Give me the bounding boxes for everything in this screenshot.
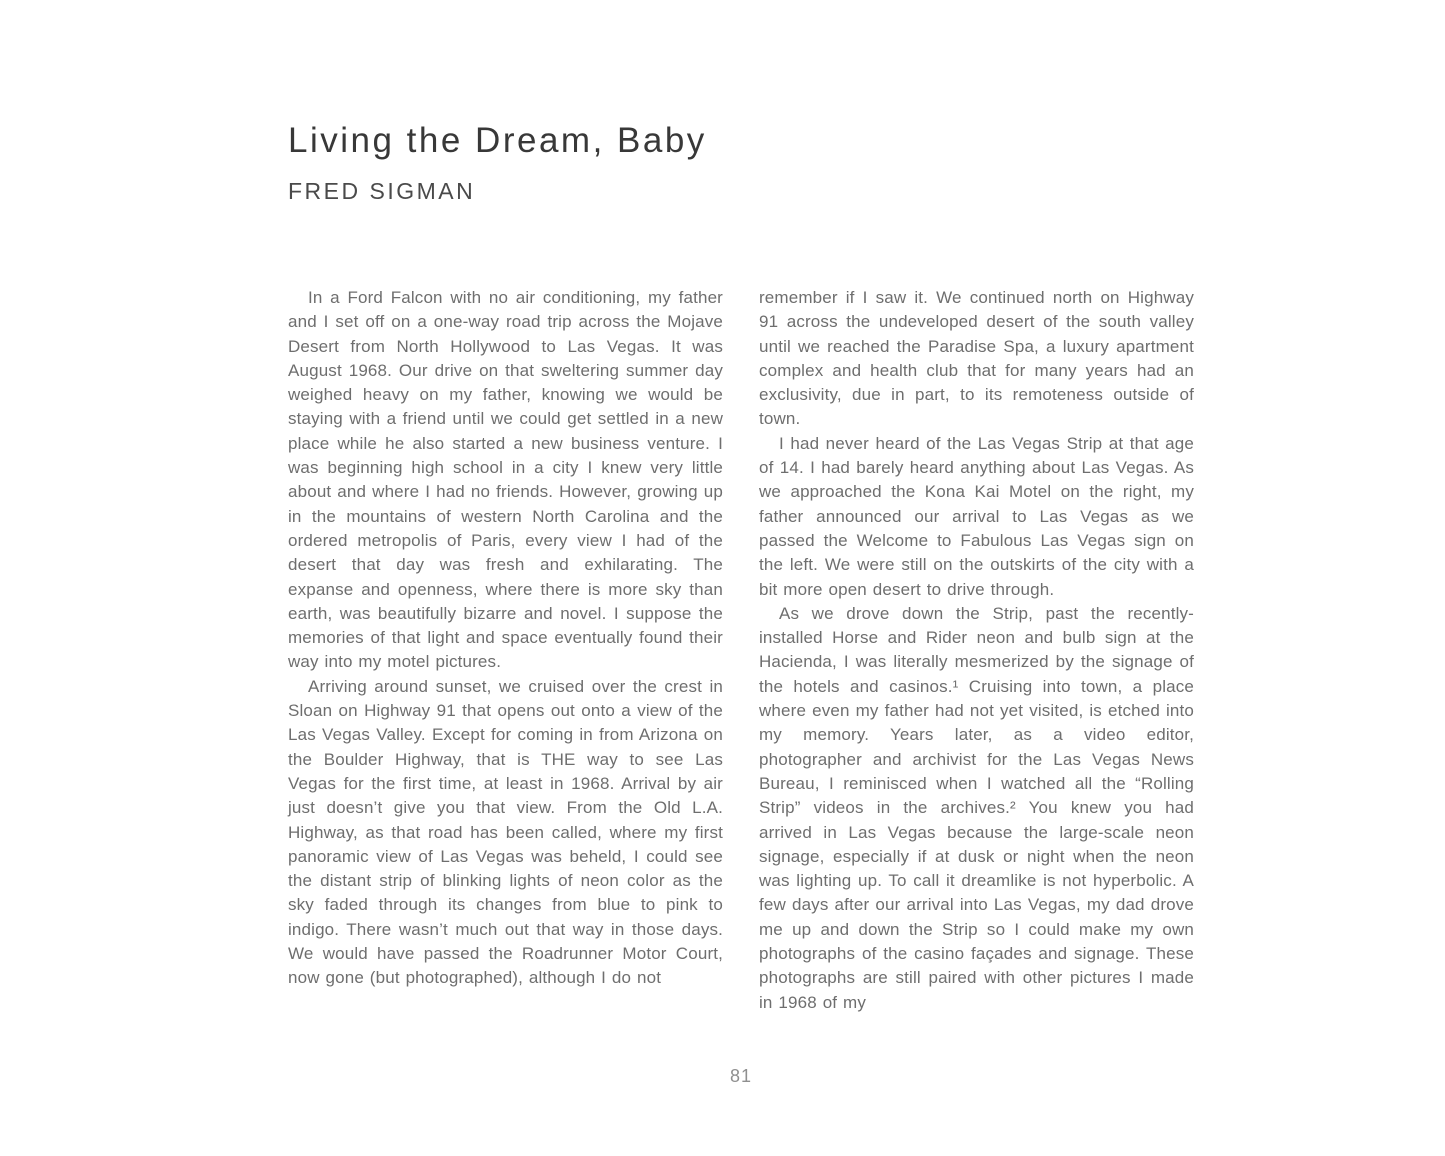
- paragraph: remember if I saw it. We continued north on Highway 91 across the undeveloped desert of the south valley until we reached the Paradise Spa, a luxury apartment complex and health club that for many years had an exclusivity, due in part, to its remoteness outside of town.: [759, 288, 1194, 429]
- paragraph: In a Ford Falcon with no air conditioning, my father and I set off on a one-way road trip across the Mojave Desert from North Hollywood to Las Vegas. It was August 1968. Our drive on that sweltering summer day weighed heavy on my father, knowing we would be staying with a friend until we could get settled in a new place while he also started a new business venture. I was beginning high school in a city I knew very little about and where I had no friends. However, growing up in the mountains of western North Carolina and the ordered metropolis of Paris, every view I had of the desert that day was fresh and exhilarating. The expanse and openness, where there is more sky than earth, was beautifully bizarre and novel. I suppose the memories of that light and space eventually found their way into my motel pictures.: [288, 288, 723, 672]
- paragraph: Arriving around sunset, we cruised over the crest in Sloan on Highway 91 that opens out onto a view of the Las Vegas Valley. Except for coming in from Arizona on the Boulder Highway, that is THE way to see Las Vegas for the first time, at least in 1968. Arrival by air just doesn’t give you that view. From the Old L.A. Highway, as that road has been called, where my first panoramic view of Las Vegas was beheld, I could see the distant strip of blinking lights of neon color as the sky faded through its changes from blue to pink to indigo. There wasn’t much out that way in those days. We would have passed the Roadrunner Motor Court, now gone (but photographed), although I do not: [288, 676, 723, 988]
- article-body: [288, 286, 1194, 1015]
- paragraph: As we drove down the Strip, past the recently-installed Horse and Rider neon and bulb sign at the Hacienda, I was literally mesmerized by the signage of the hotels and casinos.¹ Cruising into town, a place where even my father had not yet visited, is etched into my memory. Years later, as a video editor, photographer and archivist for the Las Vegas News Bureau, I reminisced when I watched all the “Rolling Strip” videos in the archives.² You knew you had arrived in Las Vegas because the large-scale neon signage, especially if at dusk or night when the neon was lighting up. To call it dreamlike is not hyperbolic. A few days after our arrival into Las Vegas, my dad drove me up and down the Strip so I could make my own photographs of the casino façades and signage. These photographs are still paired with other pictures I made in 1968 of my: [759, 603, 1194, 1012]
- page-number: 81: [729, 1066, 753, 1086]
- paragraph: I had never heard of the Las Vegas Strip at that age of 14. I had barely heard anything about Las Vegas. As we approached the Kona Kai Motel on the right, my father announced our arrival to Las Vegas as we passed the Welcome to Fabulous Las Vegas sign on the left. We were still on the outskirts of the city with a bit more open desert to drive through.: [759, 433, 1194, 599]
- title-block: [288, 121, 707, 205]
- text-column-left: [288, 286, 723, 1015]
- article-author: FRED SIGMAN: [288, 178, 476, 205]
- text-column-right: [759, 286, 1194, 1015]
- article-title: Living the Dream, Baby: [288, 121, 707, 160]
